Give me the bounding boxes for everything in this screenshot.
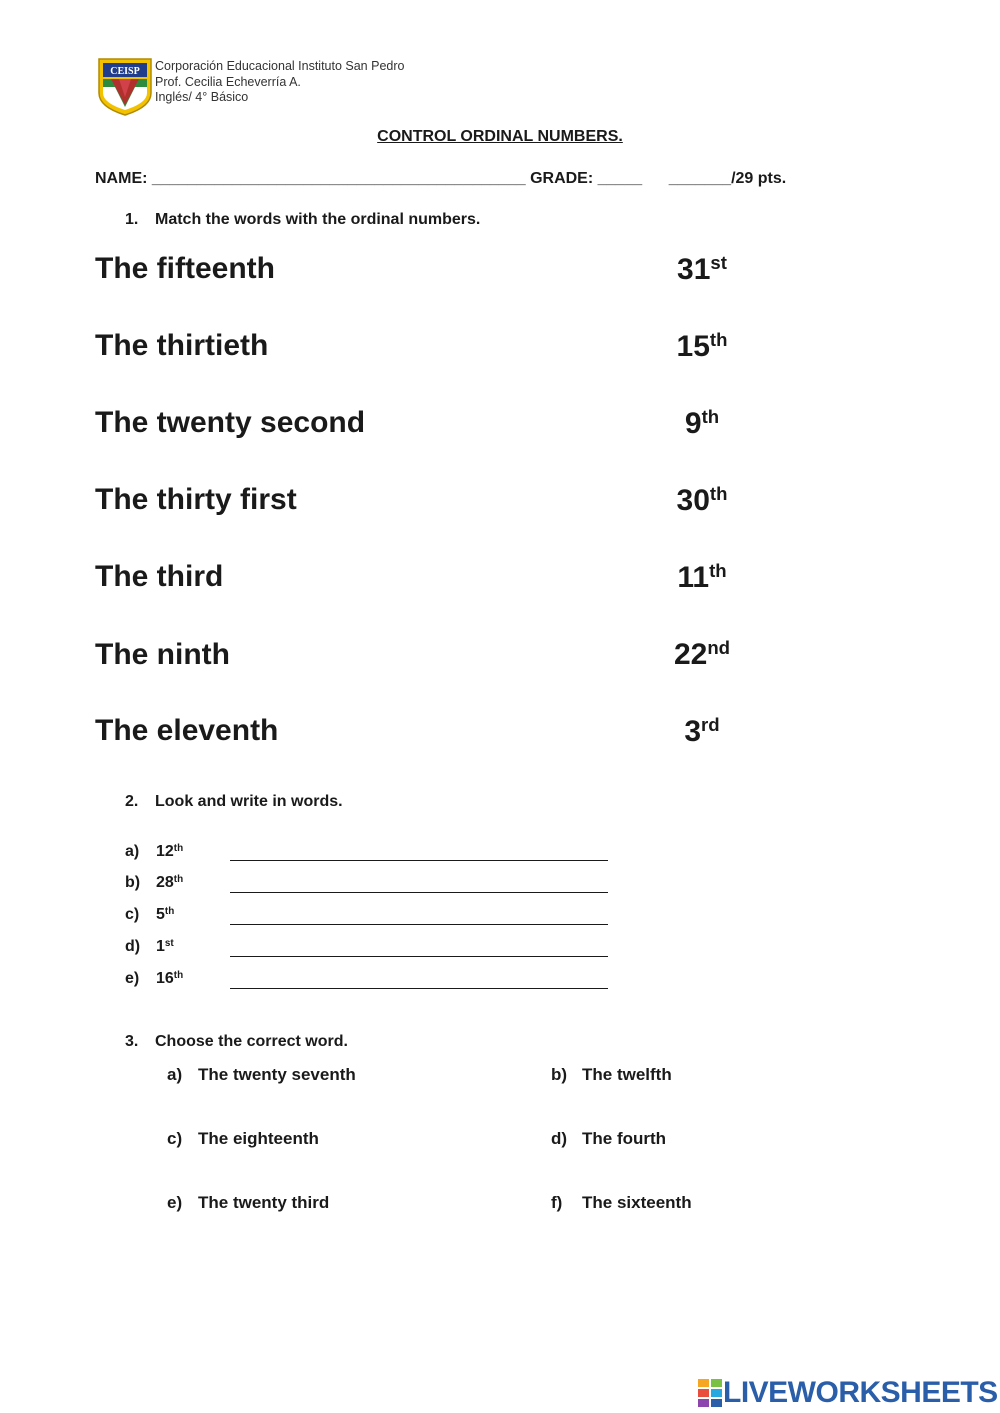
match-word[interactable]: The eleventh [95,714,279,747]
choice-text: The twelfth [582,1065,672,1084]
match-word[interactable]: The third [95,560,224,593]
ordinal-number: 30 [676,484,710,517]
ordinal-number: 28 [156,874,174,891]
school-info [155,59,404,106]
school-logo [97,57,153,117]
match-ordinal[interactable] [662,253,742,287]
item-ordinal [156,906,174,924]
match-word[interactable]: The fifteenth [95,252,275,285]
match-word[interactable]: The twenty second [95,406,366,439]
answer-line[interactable] [230,924,608,925]
instruction-2 [125,793,343,811]
ordinal-suffix: th [701,405,720,427]
choice-option[interactable] [167,1129,319,1149]
ordinal-number: 15 [676,330,710,363]
choice-label: e) [167,1193,183,1212]
choice-text: The twenty third [198,1193,330,1212]
ordinal-number: 16 [156,970,174,987]
ordinal-suffix: st [710,251,727,273]
item-label: c) [125,906,140,923]
instruction-text: Choose the correct word. [155,1033,348,1050]
choice-label: d) [551,1129,568,1148]
match-ordinal[interactable] [662,715,742,749]
item-ordinal [156,843,183,861]
match-ordinal[interactable] [662,330,742,364]
choice-label: b) [551,1065,568,1084]
answer-line[interactable] [230,956,608,957]
choice-text: The twenty seventh [198,1065,356,1084]
instruction-number: 1. [125,211,139,228]
page-title: CONTROL ORDINAL NUMBERS. [377,128,623,145]
choice-label: f) [551,1193,563,1212]
match-ordinal[interactable] [662,407,742,441]
ordinal-number: 1 [156,938,165,955]
choice-text: The eighteenth [198,1129,319,1148]
match-word[interactable]: The thirtieth [95,329,269,362]
item-ordinal [156,938,174,956]
liveworksheets-icon [697,1378,723,1408]
choice-text: The fourth [582,1129,667,1148]
answer-line[interactable] [230,988,608,989]
match-ordinal[interactable] [662,561,742,595]
ordinal-suffix: th [709,482,728,504]
logo-text: CEISP [110,66,140,77]
match-ordinal[interactable] [662,638,742,672]
ordinal-suffix: st [164,937,174,949]
ordinal-suffix: th [709,559,727,581]
match-ordinal[interactable] [662,484,742,518]
choice-label: c) [167,1129,183,1148]
ordinal-number: 22 [673,638,708,671]
choice-option[interactable] [167,1065,356,1085]
item-label: b) [125,874,141,891]
ordinal-suffix: nd [707,636,731,658]
ordinal-suffix: th [164,905,175,917]
course-level: Inglés/ 4° Básico [155,90,249,104]
brand-text: LIVEWORKSHEETS [723,1376,998,1409]
match-word[interactable]: The ninth [95,638,230,671]
name-grade-line[interactable]: NAME: __________________________________________ GRADE: _____ _______/29 pts. [95,170,787,187]
choice-option[interactable] [551,1065,672,1085]
choice-label: a) [167,1065,183,1084]
answer-line[interactable] [230,892,608,893]
ordinal-number: 3 [684,715,702,748]
instruction-3 [125,1033,348,1051]
item-ordinal [156,874,183,892]
item-label: a) [125,843,140,860]
ordinal-number: 11 [677,561,710,594]
instruction-text: Match the words with the ordinal numbers. [155,211,481,228]
ordinal-suffix: th [173,873,184,885]
ordinal-number: 31 [677,253,711,286]
choice-option[interactable] [167,1193,329,1213]
instruction-1 [125,211,480,229]
ordinal-suffix: th [709,328,728,350]
ordinal-suffix: rd [701,713,720,735]
item-label: d) [125,938,141,955]
instruction-text: Look and write in words. [155,793,343,810]
teacher-name: Prof. Cecilia Echeverría A. [155,74,301,89]
item-ordinal [156,970,183,988]
choice-text: The sixteenth [582,1193,692,1212]
match-word[interactable]: The thirty first [95,483,297,516]
ordinal-number: 12 [156,843,174,860]
choice-option[interactable] [551,1129,666,1149]
ordinal-suffix: th [173,842,184,854]
item-label: e) [125,970,140,987]
ordinal-number: 5 [156,906,165,923]
choice-option[interactable] [551,1193,692,1213]
instruction-number: 3. [125,1033,139,1050]
answer-line[interactable] [230,860,608,861]
ordinal-number: 9 [684,407,702,440]
ordinal-suffix: th [173,969,184,981]
liveworksheets-logo[interactable] [697,1376,998,1410]
school-name: Corporación Educacional Instituto San Pedro [155,59,405,73]
instruction-number: 2. [125,793,139,810]
